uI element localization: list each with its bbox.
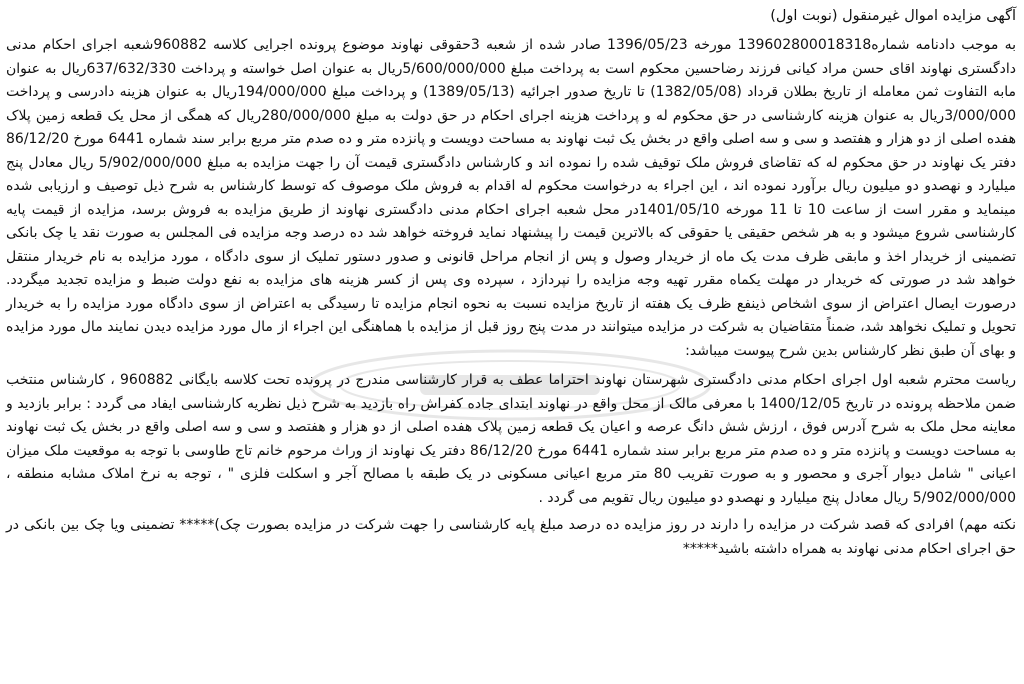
important-note-paragraph: نکته مهم) افرادی که قصد شرکت در مزایده را دارند در روز مزایده ده درصد مبلغ پایه کارشناسی را جهت شرکت در مزایده بصورت چک)***** تضمینی ویا چک بین بانکی در حق اجرای احکام مدنی نهاوند به همراه داشته باشید***** [6, 517, 1016, 557]
expert-opinion-paragraph: ریاست محترم شعبه اول اجرای احکام مدنی دادگستری شهرستان نهاوند احتراما عطف به قرار کارشناسی مندرج در پرونده تحت کلاسه بایگانی 960882 ، کارشناس منتخب ضمن ملاحظه پرونده در تاریخ 1400/12/05 با معرفی مالک از محل واقع در نهاوند ابتدای جاده کفراش راه بازدید به شرح ذیل نظریه کارشناسی ایفاد می گردد : برابر بازدید و معاینه محل ملک به شرح آدرس فوق ، ارزش شش دانگ عرصه و اعیان یک قطعه زمین پلاک هفده اصلی از دو هزار و هفتصد و سی و سه اصلی واقع در بخش یک ثبت نهاوند به مساحت دویست و پانزده متر و ده صدم متر مربع برابر سند شماره 6441 مورخ 86/12/20 دفتر یک نهاوند از وراث مرحوم خانم تاج طاوسی با توجه به موقعیت ملک میزان اعیانی " شامل دیوار آجری و محصور و به صورت تقریب 80 متر مربع اعیانی مسکونی در یک طبقه با مصالح آجر و اسکلت فلزی " ، توجه به نرخ املاک مشابه منطقه ، 5/902/000/000 ریال معادل پنج میلیارد و نهصدو دو میلیون ریال تقویم می گردد . [6, 372, 1017, 506]
notice-title: آگهی مزایده اموال غیرمنقول (نوبت اول) [770, 8, 1016, 24]
notice-paragraph-main: به موجب دادنامه شماره139602800018318 مورخه 1396/05/23 صادر شده از شعبه 3حقوقی نهاوند موضوع پرونده اجرایی کلاسه 960882شعبه اجرای احکام مدنی دادگستری نهاوند اقای حسن مراد کیانی فرزند رضاحسین محکوم است به پرداخت مبلغ 5/600/000/000ریال به عنوان اصل خواسته و پرداخت 637/632/330ریال به عنوان مابه التفاوت ثمن معامله از تاریخ بطلان قرداد (1382/05/08) تا تاریخ صدور اجرائیه (1389/05/13) و پرداخت مبلغ 194/000/000ریال به عنوان هزینه دادرسی و پرداخت 3/000/000ریال به عنوان هزینه کارشناسی در حق محکوم له و پرداخت هزینه اجرای احکام در حق دولت به مبلغ 280/000/000ریال که همگی از محل یک قطعه زمین پلاک هفده اصلی از دو هزار و هفتصد و سی و سه اصلی واقع در بخش یک ثبت نهاوند به مساحت دویست و پانزده متر و ده صدم متر مربع برابر سند شماره 6441 مورخ 86/12/20 دفتر یک نهاوند در حق محکوم له که تقاضای فروش ملک توقیف شده را نموده اند و کارشناس دادگستری قیمت آن را جهت مزایده به مبلغ 5/902/000/000 ریال معادل پنج میلیارد و نهصدو دو میلیون ریال برآورد نموده اند ، این اجراء به درخواست محکوم له اقدام به فروش ملک موصوف که توسط کارشناس به شرح ذیل توصیف و ارزیابی شده مینماید و مقرر است از ساعت 10 تا 11 مورخه 1401/05/10در محل شعبه اجرای احکام مدنی دادگستری نهاوند از طریق مزایده به فروش برسد، مزایده از قیمت پایه کارشناسی شروع میشود و به هر شخص حقیقی یا حقوقی که بالاترین قیمت را پیشنهاد نماید فروخته خواهد شد ده درصد وجه مزایده فی المجلس به صورت نقد یا چک بانکی تضمینی از خریدار اخذ و مابقی ظرف مدت یک ماه از خریدار وصول و پس از انجام مراحل قانونی و صدور دستور تملیک از سوی دادگاه ، مورد مزایده به نام خریدار منتقل خواهد شد در صورتی که خریدار در مهلت یکماه مقرر تهیه وجه مزایده را نپردازد ، سپرده وی پس از کسر هزینه های مزایده به نفع دولت ضبط و مزایده تجدید میگردد. درصورت ایصال اعتراض از سوی اشخاص ذینفع ظرف یک هفته از تاریخ مزایده نسبت به نحوه انجام مزایده تا رسیدگی به اعتراض از سوی دادگاه مورد مزایده را به خریدار تحویل و تملیک نخواهد شد، ضمناً متقاضیان به شرکت در مزایده میتوانند در مدت پنج روز قبل از مزایده با هماهنگی این اجراء از مال مورد مزایده دیدن نمایند مال مورد مزایده و بهای آن طبق نظر کارشناس بدین شرح پیوست میباشد: [6, 37, 1017, 359]
